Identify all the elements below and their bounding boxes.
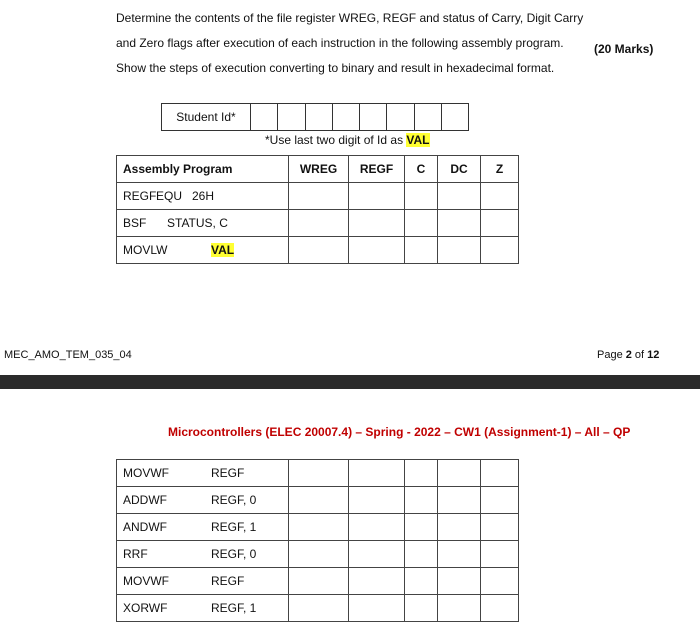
cell <box>405 487 438 514</box>
page-header: Microcontrollers (ELEC 20007.4) – Spring - 2022 – CW1 (Assignment-1) – All – QP <box>168 425 631 439</box>
operand: REGF <box>211 574 245 588</box>
cell <box>289 237 349 264</box>
cell <box>349 237 405 264</box>
student-id-box <box>278 104 305 130</box>
cell <box>405 210 438 237</box>
operand: REGF, 1 <box>211 601 257 615</box>
mnemonic: MOVWF <box>123 574 169 588</box>
cell <box>438 595 481 622</box>
instruction-cell <box>117 183 289 210</box>
cell <box>349 595 405 622</box>
operand: REGF <box>211 466 245 480</box>
student-id-box <box>360 104 387 130</box>
student-id-box <box>442 104 468 130</box>
mnemonic: MOVLW <box>123 243 168 257</box>
student-id-box <box>333 104 360 130</box>
cell <box>438 568 481 595</box>
cell <box>438 460 481 487</box>
document-id: MEC_AMO_TEM_035_04 <box>4 349 132 361</box>
val-note <box>265 133 430 147</box>
cell <box>481 460 519 487</box>
page-prefix: Page <box>597 349 626 361</box>
header-z: Z <box>481 156 519 183</box>
header-dc: DC <box>438 156 481 183</box>
cell <box>349 210 405 237</box>
mnemonic: ANDWF <box>123 520 167 534</box>
mnemonic: RRF <box>123 547 148 561</box>
operand: STATUS, C <box>167 216 228 230</box>
student-id-box <box>306 104 333 130</box>
mnemonic: BSF <box>123 216 147 230</box>
instruction-cell <box>117 568 289 595</box>
cell <box>405 514 438 541</box>
page-of: of <box>631 349 648 361</box>
page-divider <box>0 375 700 389</box>
cell <box>481 210 519 237</box>
operand: REGF, 0 <box>211 547 257 561</box>
cell <box>289 568 349 595</box>
student-id-label: Student Id* <box>162 104 251 130</box>
student-id-box <box>251 104 278 130</box>
operand: EQU 26H <box>156 189 215 203</box>
cell <box>481 595 519 622</box>
instruction-cell <box>117 541 289 568</box>
table-row <box>117 487 519 514</box>
val-note-text: *Use last two digit of Id as <box>265 133 407 147</box>
assembly-table-2 <box>116 459 519 622</box>
cell <box>405 568 438 595</box>
page-total: 12 <box>647 349 660 361</box>
cell <box>438 487 481 514</box>
table-row <box>117 183 519 210</box>
instruction-cell <box>117 460 289 487</box>
student-id-field <box>161 103 469 131</box>
cell <box>349 514 405 541</box>
cell <box>289 487 349 514</box>
cell <box>438 514 481 541</box>
cell <box>481 541 519 568</box>
val-highlight: VAL <box>211 243 235 257</box>
cell <box>349 487 405 514</box>
mnemonic: ADDWF <box>123 493 167 507</box>
cell <box>481 487 519 514</box>
table-row <box>117 568 519 595</box>
cell <box>438 237 481 264</box>
mnemonic: MOVWF <box>123 466 169 480</box>
operand: REGF, 0 <box>211 493 257 507</box>
cell <box>405 541 438 568</box>
val-highlight: VAL <box>406 133 430 147</box>
table-row <box>117 237 519 264</box>
instruction-cell <box>117 210 289 237</box>
table-header-row <box>117 156 519 183</box>
marks-label: (20 Marks) <box>594 42 654 56</box>
cell <box>481 568 519 595</box>
cell <box>289 514 349 541</box>
mnemonic: REGF <box>123 189 157 203</box>
cell <box>289 595 349 622</box>
table-row <box>117 514 519 541</box>
student-id-box <box>387 104 414 130</box>
cell <box>405 183 438 210</box>
student-id-box <box>415 104 442 130</box>
cell <box>349 460 405 487</box>
cell <box>289 460 349 487</box>
header-regf: REGF <box>349 156 405 183</box>
table-row <box>117 541 519 568</box>
instruction-cell <box>117 487 289 514</box>
cell <box>438 541 481 568</box>
cell <box>349 183 405 210</box>
cell <box>289 210 349 237</box>
header-wreg: WREG <box>289 156 349 183</box>
instruction-cell <box>117 595 289 622</box>
instruction-cell <box>117 237 289 264</box>
mnemonic: XORWF <box>123 601 168 615</box>
cell <box>349 541 405 568</box>
cell <box>481 514 519 541</box>
cell <box>289 183 349 210</box>
instruction-cell <box>117 514 289 541</box>
table-row <box>117 460 519 487</box>
cell <box>405 460 438 487</box>
cell <box>481 183 519 210</box>
assembly-table-1 <box>116 155 519 264</box>
cell <box>405 237 438 264</box>
page-current: 2 <box>625 349 632 361</box>
cell <box>289 541 349 568</box>
question-text: Determine the contents of the file register WREG, REGF and status of Carry, Digit Carry and Zero flags after execution of each instruction in the following assembly program. Show the steps of execution converting to binary and result in hexadecimal format. <box>116 11 584 75</box>
table-row <box>117 210 519 237</box>
page-number <box>597 349 659 361</box>
header-assembly-program: Assembly Program <box>117 156 289 183</box>
header-c: C <box>405 156 438 183</box>
cell <box>438 183 481 210</box>
cell <box>349 568 405 595</box>
table-row <box>117 595 519 622</box>
cell <box>405 595 438 622</box>
cell <box>438 210 481 237</box>
operand: REGF, 1 <box>211 520 257 534</box>
cell <box>481 237 519 264</box>
